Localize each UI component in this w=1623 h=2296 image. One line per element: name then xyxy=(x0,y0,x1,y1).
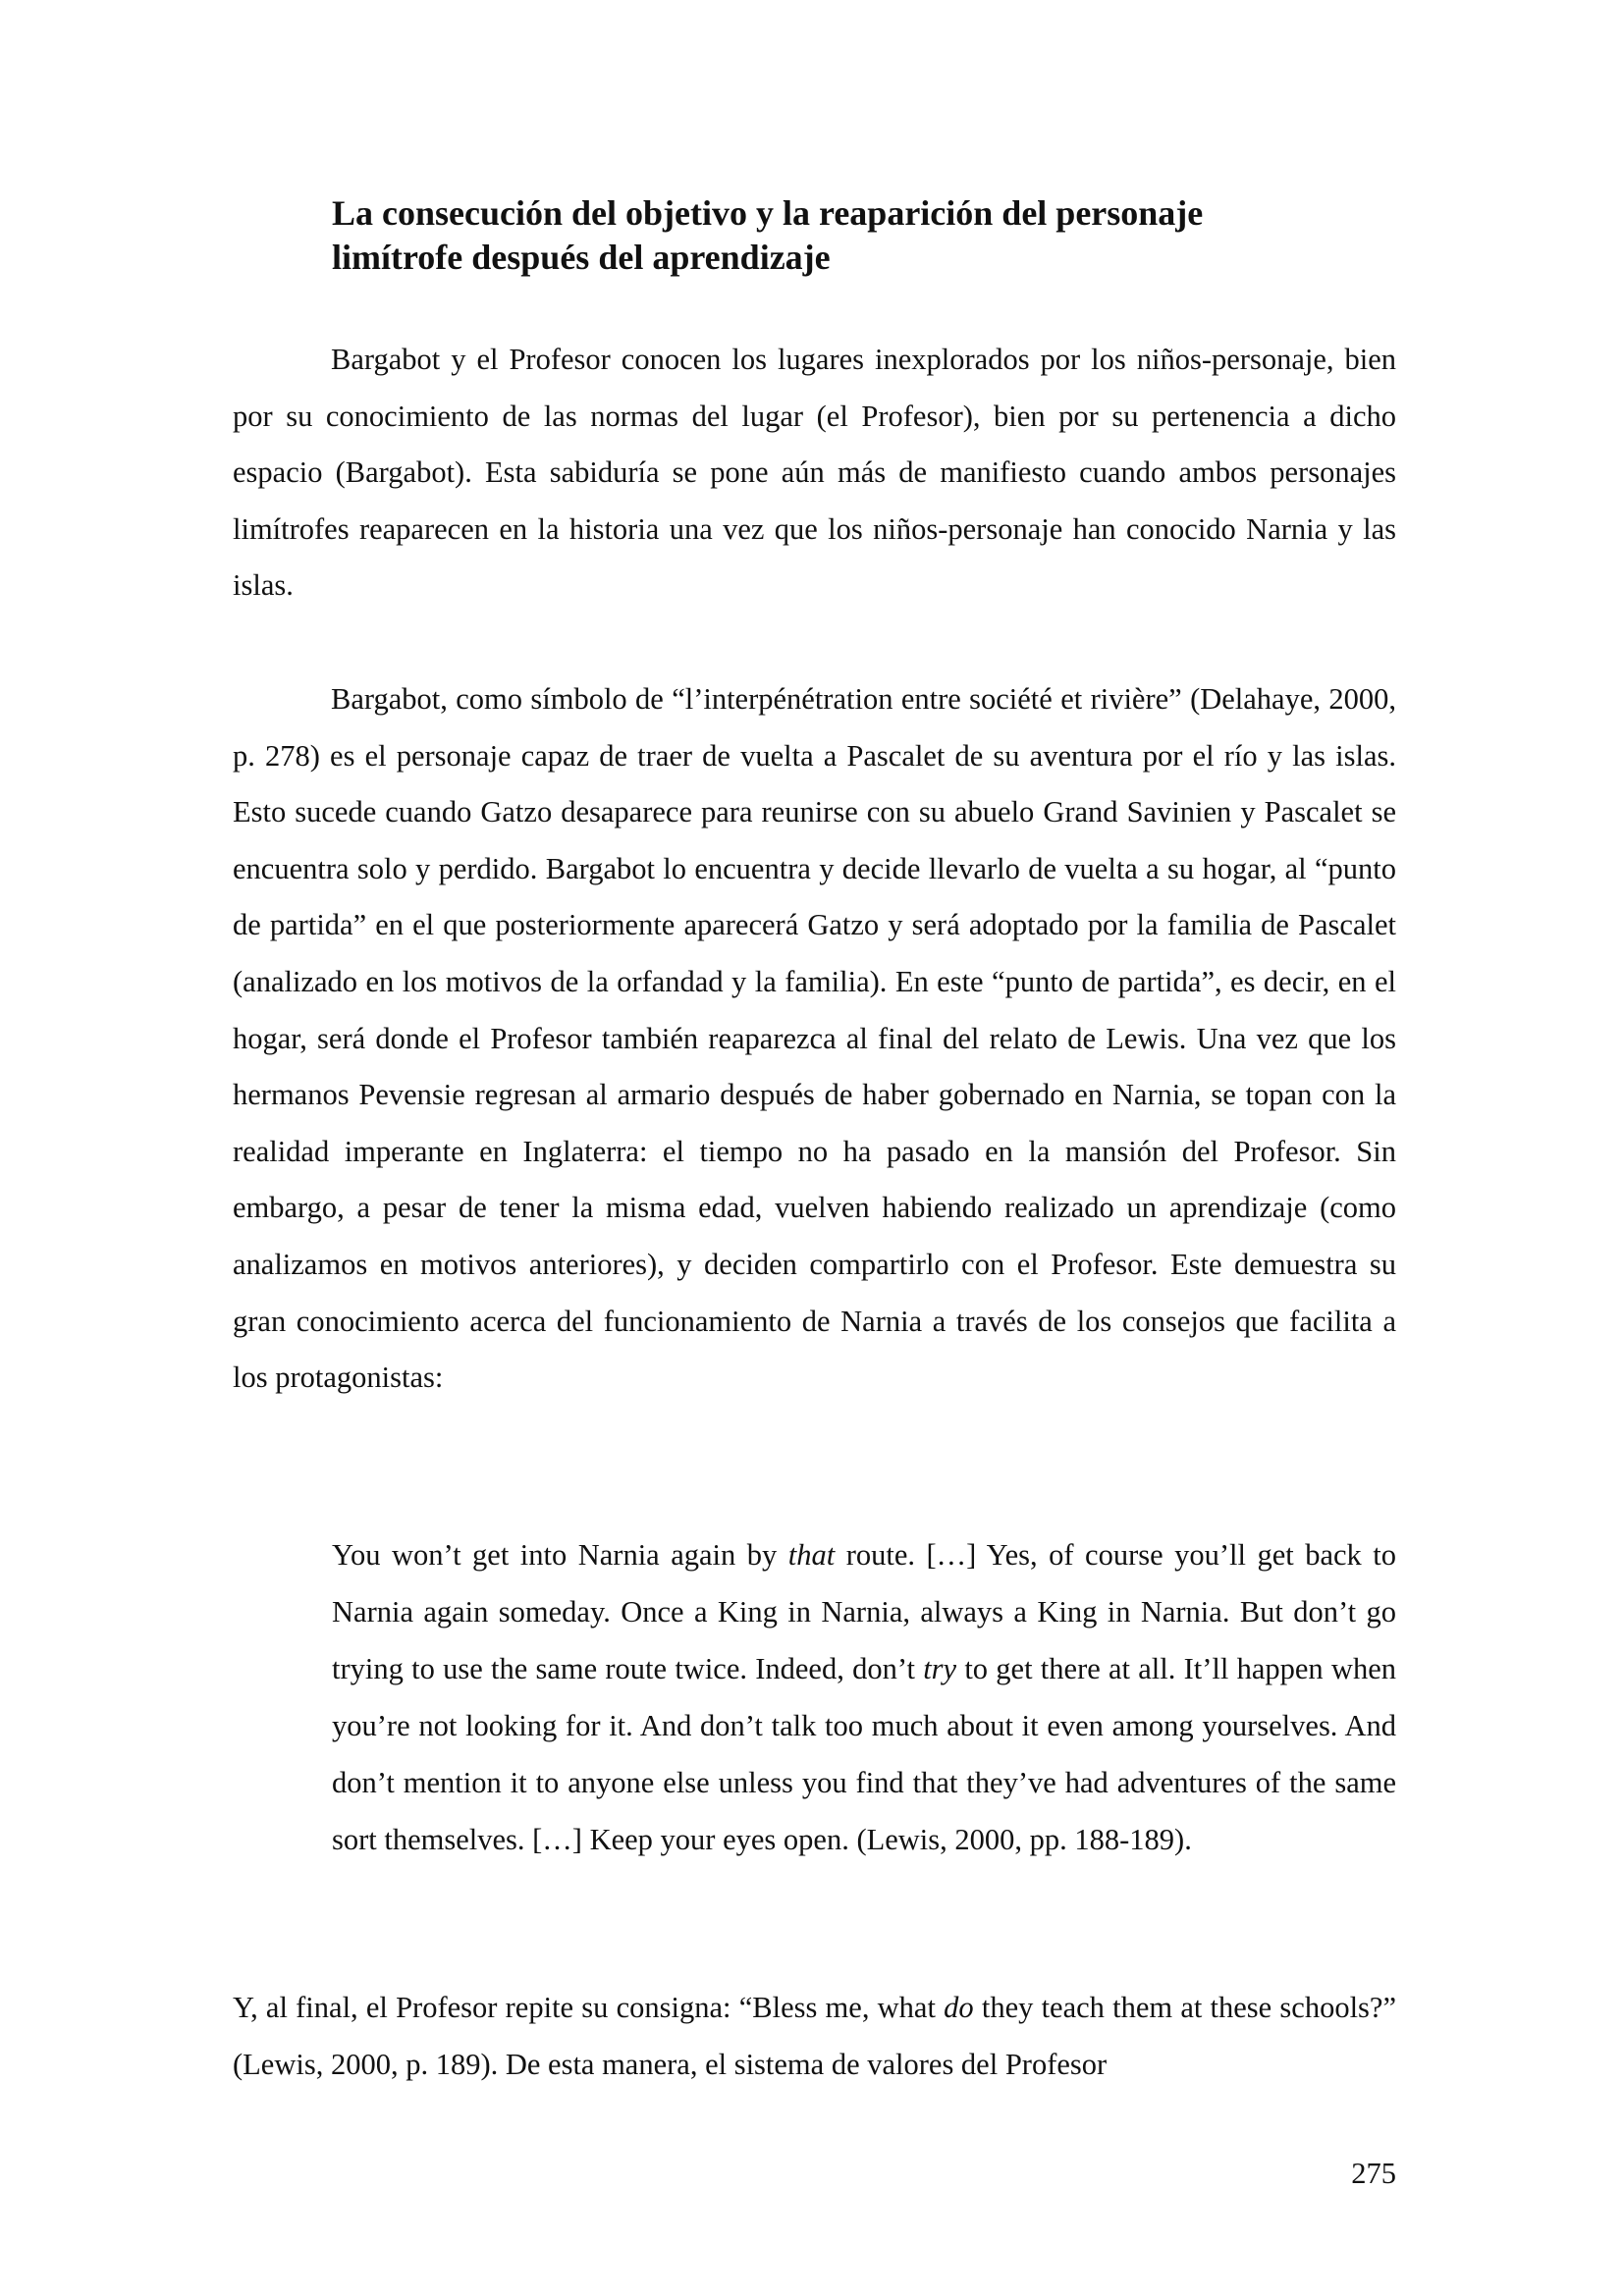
quote-text-1: You won’t get into Narnia again by xyxy=(332,1538,788,1572)
page-number: 275 xyxy=(1351,2157,1396,2190)
closing-text-2: they teach them at these schools?” (Lewis, 2000, p. 189). De esta manera, el sistema de valores del Profesor xyxy=(233,1991,1396,2081)
section-heading xyxy=(332,191,1314,280)
quote-text-3: to get there at all. It’ll happen when you’re not looking for it. And don’t talk too much about it even among yourselves. And don’t mention it to anyone else unless you find that they’ve had adventures of the same sort themselves. […] Keep your eyes open. (Lewis, 2000, pp. 188-189). xyxy=(332,1652,1396,1856)
quote-emphasis-that: that xyxy=(787,1538,836,1572)
block-quote xyxy=(332,1526,1396,1868)
paragraph-3 xyxy=(233,1980,1396,2093)
closing-text-1: Y, al final, el Profesor repite su consigna: “Bless me, what xyxy=(233,1991,945,2024)
paragraph-1: Bargabot y el Profesor conocen los lugares inexplorados por los niños-personaje, bien por su conocimiento de las normas del lugar (el Profesor), bien por su pertenencia a dicho espacio (Bargabot). Esta sabiduría se pone aún más de manifiesto cuando ambos personajes limítrofes reaparecen en la historia una vez que los niños-personaje han conocido Narnia y las islas. xyxy=(233,343,1396,603)
section-heading-line-2: limítrofe después del aprendizaje xyxy=(332,238,831,277)
closing-emphasis-do: do xyxy=(944,1991,974,2024)
paragraph-2: Bargabot, como símbolo de “l’interpénétration entre société et rivière” (Delahaye, 2000, p. 278) es el personaje capaz de traer de vuelta a Pascalet de su aventura por el río y las islas. Esto sucede cuando Gatzo desaparece para reunirse con su abuelo Grand Savinien y Pascalet se encuentra solo y perdido. Bargabot lo encuentra y decide llevarlo de vuelta a su hogar, al “punto de partida” en el que posteriormente aparecerá Gatzo y será adoptado por la familia de Pascalet (analizado en los motivos de la orfandad y la familia). En este “punto de partida”, es decir, en el hogar, será donde el Profesor también reaparezca al final del relato de Lewis. Una vez que los hermanos Pevensie regresan al armario después de haber gobernado en Narnia, se topan con la realidad imperante en Inglaterra: el tiempo no ha pasado en la mansión del Profesor. Sin embargo, a pesar de tener la misma edad, vuelven habiendo realizado un aprendizaje (como analizamos en motivos anteriores), y deciden compartirlo con el Profesor. Este demuestra su gran conocimiento acerca del funcionamiento de Narnia a través de los consejos que facilita a los protagonistas: xyxy=(233,682,1396,1395)
quote-text-2: route. […] Yes, of course you’ll get back to Narnia again someday. Once a King in Narnia, always a King in Narnia. But don’t go trying to use the same route twice. Indeed, don’t xyxy=(332,1538,1396,1685)
quote-emphasis-try: try xyxy=(923,1652,957,1685)
section-heading-line-1: La consecución del objetivo y la reaparición del personaje xyxy=(332,193,1204,233)
